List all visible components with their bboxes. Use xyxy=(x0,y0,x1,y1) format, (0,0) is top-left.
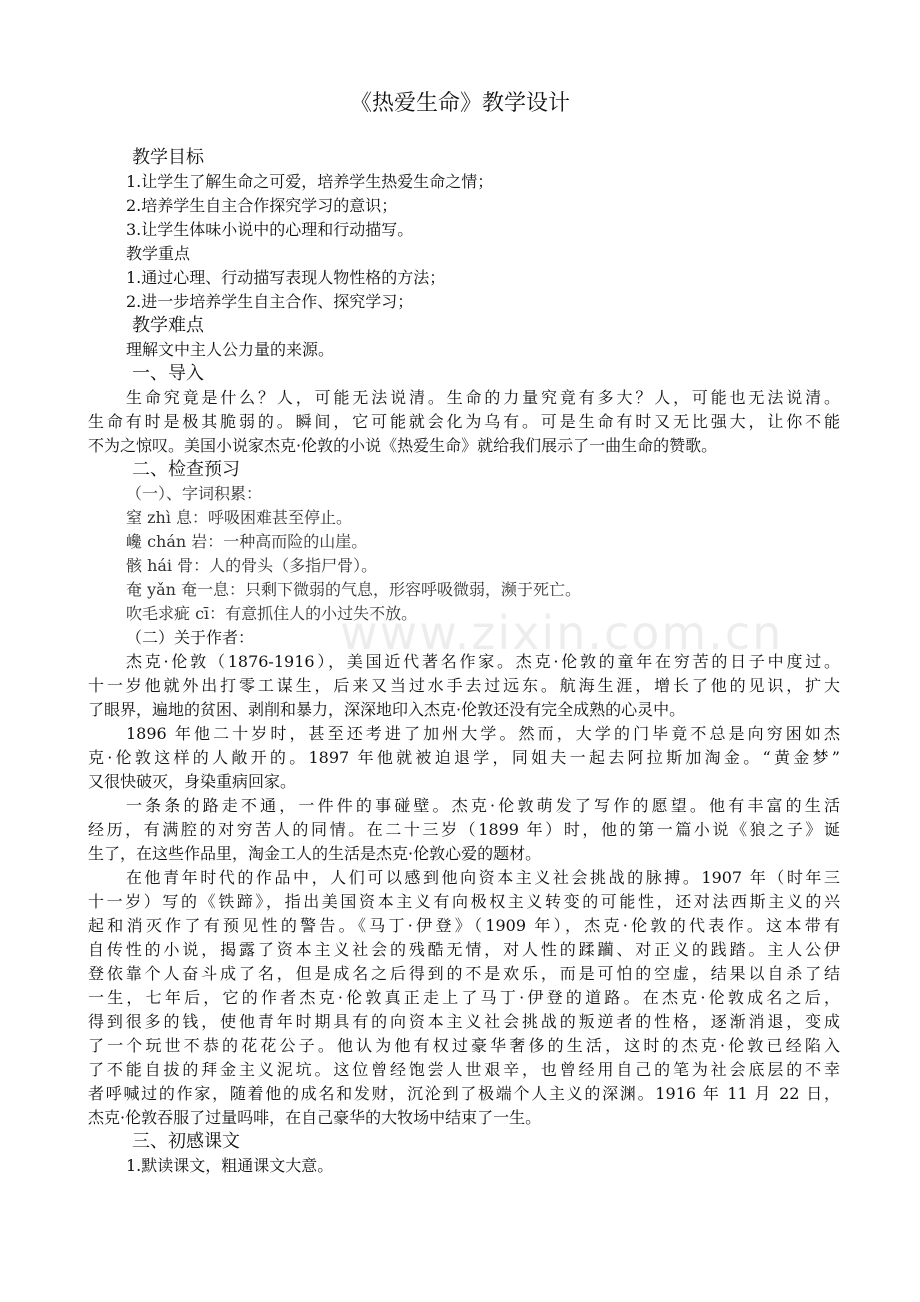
author-line: 了眼界，遍地的贫困、剥削和暴力，深深地印入杰克·伦敦还没有完全成熟的心灵中。 xyxy=(88,700,686,719)
document-title: 《热爱生命》教学设计 xyxy=(349,91,570,116)
author-line: 自传性的小说，揭露了资本主义社会的残酷无情，对人性的蹂躏、对正义的践踏。主人公伊 xyxy=(88,940,840,959)
author-line: 克·伦敦这样的人敞开的。1897 年他就被迫退学，同姐夫一起去阿拉斯加淘金。“黄金梦” xyxy=(88,748,840,767)
goal-item: 1.让学生了解生命之可爱，培养学生热爱生命之情； xyxy=(126,172,494,191)
author-line: 1896 年他二十岁时，甚至还考进了加州大学。然而，大学的门毕竟不总是向穷困如杰 xyxy=(126,724,840,743)
document-body xyxy=(88,146,840,1178)
difficulty-text: 理解文中主人公力量的来源。 xyxy=(126,340,335,359)
vocab-heading: （一）、字词积累： xyxy=(126,484,263,503)
reading-item: 1.默读课文，粗通课文大意。 xyxy=(126,1156,334,1175)
intro-line: 生命究竟是什么？人，可能无法说清。生命的力量究竟有多大？人，可能也无法说清。 xyxy=(126,388,840,407)
author-heading: （二）关于作者： xyxy=(126,628,255,647)
author-line: 杰克·伦敦（1876-1916），美国近代著名作家。杰克·伦敦的童年在穷苦的日子中度过。 xyxy=(126,652,840,671)
section-heading-intro: 一、导入 xyxy=(132,363,204,384)
section-heading-goals: 教学目标 xyxy=(132,147,204,168)
vocab-item: 吹毛求疵 cī：有意抓住人的小过失不放。 xyxy=(126,604,418,623)
intro-line: 生命有时是极其脆弱的。瞬间，它可能就会化为乌有。可是生命有时又无比强大，让你不能 xyxy=(88,412,840,431)
author-line: 者呼喊过的作家，随着他的成名和发财，沉沦到了极端个人主义的深渊。1916 年 11 月 22 日， xyxy=(88,1084,840,1103)
section-heading-preview: 二、检查预习 xyxy=(132,459,240,480)
key-item: 1.通过心理、行动描写表现人物性格的方法； xyxy=(126,268,446,287)
author-line: 在他青年时代的作品中，人们可以感到他向资本主义社会挑战的脉搏。1907 年（时年三 xyxy=(126,868,840,887)
author-line: 经历，有满腔的对穷苦人的同情。在二十三岁（1899 年）时，他的第一篇小说《狼之子》诞 xyxy=(88,820,840,839)
author-line: 杰克·伦敦吞服了过量吗啡，在自己豪华的大牧场中结束了一生。 xyxy=(88,1108,542,1127)
author-line: 起和消灭作了有预见性的警告。《马丁·伊登》（1909 年），杰克·伦敦的代表作。这本带有 xyxy=(88,916,840,935)
vocab-item: 骸 hái 骨：人的骨头（多指尸骨）。 xyxy=(126,556,378,575)
author-line: 一条条的路走不通，一件件的事碰壁。杰克·伦敦萌发了写作的愿望。他有丰富的生活 xyxy=(126,796,840,815)
author-line: 生了，在这些作品里，淘金工人的生活是杰克·伦敦心爱的题材。 xyxy=(88,844,542,863)
section-heading-difficulty: 教学难点 xyxy=(132,315,204,336)
vocab-item: 窒 zhì 息：呼吸困难甚至停止。 xyxy=(126,508,353,527)
watermark: www.zixin.com.cn xyxy=(340,606,784,660)
author-line: 十一岁）写的《铁蹄》，指出美国资本主义有向极权主义转变的可能性，还对法西斯主义的兴 xyxy=(88,892,840,911)
author-line: 又很快破灭，身染重病回家。 xyxy=(88,772,297,791)
key-item: 2.进一步培养学生自主合作、探究学习； xyxy=(126,292,414,311)
goal-item: 2.培养学生自主合作探究学习的意识； xyxy=(126,196,398,215)
vocab-item: 巉 chán 岩：一种高而险的山崖。 xyxy=(126,532,368,551)
author-line: 了一个玩世不恭的花花公子。他认为他有权过豪华奢侈的生活，这时的杰克·伦敦已经陷入 xyxy=(88,1036,840,1055)
goal-item: 3.让学生体味小说中的心理和行动描写。 xyxy=(126,220,414,239)
section-heading-reading: 三、初感课文 xyxy=(132,1131,240,1152)
author-line: 了不能自拔的拜金主义泥坑。这位曾经饱尝人世艰辛，也曾经用自己的笔为社会底层的不幸 xyxy=(88,1060,840,1079)
vocab-item: 奄 yǎn 奄一息：只剩下微弱的气息，形容呼吸微弱，濒于死亡。 xyxy=(126,580,582,599)
author-line: 登依靠个人奋斗成了名，但是成名之后得到的不是欢乐，而是可怕的空虚，结果以自杀了结 xyxy=(88,964,840,983)
author-line: 一生，七年后，它的作者杰克·伦敦真正走上了马丁·伊登的道路。在杰克·伦敦成名之后， xyxy=(88,988,840,1007)
intro-line: 不为之惊叹。美国小说家杰克·伦敦的小说《热爱生命》就给我们展示了一曲生命的赞歌。 xyxy=(88,436,718,455)
author-line: 十一岁他就外出打零工谋生，后来又当过水手去过远东。航海生涯，增长了他的见识，扩大 xyxy=(88,676,840,695)
section-heading-key: 教学重点 xyxy=(126,244,191,263)
author-line: 得到很多的钱，使他青年时期具有的向资本主义社会挑战的叛逆者的性格，逐渐消退，变成 xyxy=(88,1012,840,1031)
